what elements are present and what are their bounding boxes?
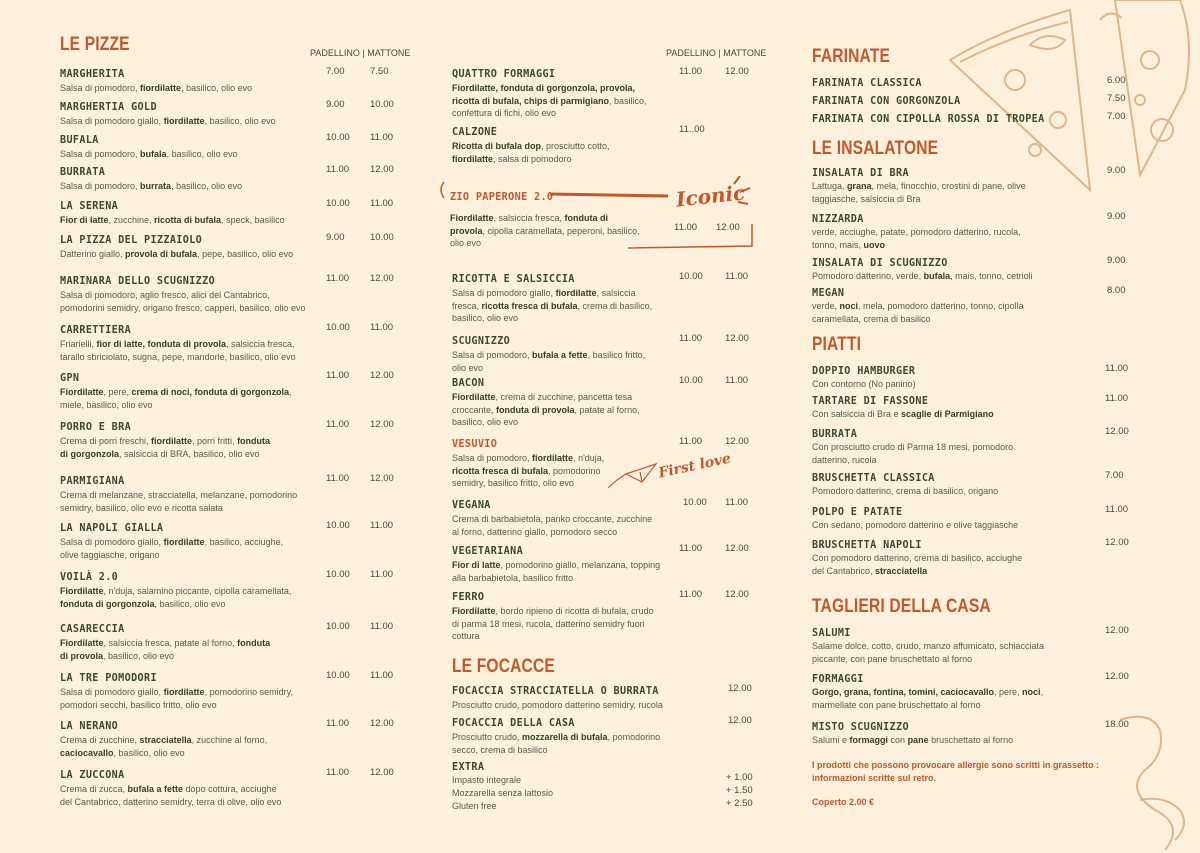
menu-item-name: BACON <box>452 376 485 389</box>
menu-item-name: VESUVIO <box>452 437 498 450</box>
price-padellino: 11.00 <box>326 370 350 381</box>
menu-item-name: MARGHERITA <box>60 67 125 80</box>
price: 6.00 <box>1107 75 1126 86</box>
menu-item-name: BRUSCHETTA CLASSICA <box>812 471 935 484</box>
price-mattone: 12.00 <box>725 436 749 447</box>
price-mattone: 12.00 <box>370 164 394 175</box>
price: 7.00 <box>1105 470 1124 481</box>
price-padellino: 10.00 <box>683 497 707 508</box>
menu-item-description: Fiordilatte, n'duja, salamino piccante, cipolla caramellata, fonduta di gorgonzola, basilico, olio evo <box>60 586 292 609</box>
price-mattone: 11.00 <box>725 375 749 386</box>
iconic-label: Iconic <box>674 180 747 212</box>
menu-item-description: Fior di latte, pomodorino giallo, melanzana, topping alla barbabietola, basilico fritto <box>452 560 661 583</box>
price-column-header-2: PADELLINO | MATTONE <box>666 48 767 58</box>
menu-item-name: LA TRE POMODORI <box>60 671 157 684</box>
allergy-note: I prodotti che possono provocare allergie sono scritti in grassetto : informazioni scritte sul retro. <box>812 760 1100 783</box>
menu-item-name: MARGHERTIA GOLD <box>60 100 157 113</box>
menu-item-description: Con sedano, pomodoro datterino e olive taggiasche <box>812 520 1019 530</box>
price-padellino: 10.00 <box>326 322 350 333</box>
menu-item-name: INSALATA DI SCUGNIZZO <box>812 256 948 269</box>
price: 9.00 <box>1107 211 1126 222</box>
first-love-label: First love <box>657 450 733 482</box>
menu-item-name: SCUGNIZZO <box>452 334 511 347</box>
price-mattone: 11.00 <box>370 520 394 531</box>
extra-label: Mozzarella senza lattosio <box>452 788 554 798</box>
price-padellino: 11.00 <box>326 273 350 284</box>
menu-item-description: Con prosciutto crudo di Parma 18 mesi, pomodoro datterino, rucola <box>812 442 1014 465</box>
price-padellino: 11.00 <box>679 543 703 554</box>
menu-item-name: BURRATA <box>812 427 858 440</box>
menu-item-name: FARINATA CON CIPOLLA ROSSA DI TROPEA <box>812 112 1045 125</box>
menu-item-description: Salsa di pomodoro, bufala, basilico, olio evo <box>60 149 238 159</box>
menu-item-description: Fiordilatte, fonduta di gorgonzola, provola, ricotta di bufala, chips di parmigiano, basilico, confettura di fichi, olio evo <box>452 83 647 118</box>
menu-item-description: verde, noci, mela, pomodoro datterino, tonno, cipolla caramellata, crema di basilico <box>812 301 1024 324</box>
menu-item-description: Con contorno (No panino) <box>812 379 916 389</box>
menu-item-name: BRUSCHETTA NAPOLI <box>812 538 922 551</box>
menu-item-description: Salsa di pomodoro, aglio fresco, alici del Cantabrico, pomodorini semidry, origano fresco, capperi, basilico, olio evo <box>60 290 306 313</box>
menu-item-description: Pomodoro datterino, crema di basilico, origano <box>812 486 999 496</box>
menu-item-name: PARMIGIANA <box>60 474 125 487</box>
price: 11.00 <box>1105 363 1129 374</box>
price-mattone: 12.00 <box>716 222 740 233</box>
price: 9.00 <box>1107 165 1126 176</box>
section-title-insalatone: LE INSALATONE <box>812 138 939 159</box>
price-padellino: 10.00 <box>679 271 703 282</box>
extra-price: + 2.50 <box>726 798 753 809</box>
extra-title: EXTRA <box>452 760 485 773</box>
price-mattone: 11.00 <box>370 569 394 580</box>
menu-item-name: FOCACCIA DELLA CASA <box>452 716 575 729</box>
price: 12.00 <box>1105 625 1129 636</box>
menu-item-description: Crema di melanzane, stracciatella, melanzane, pomodorino semidry, basilico, olio evo e ricotta salata <box>60 490 298 513</box>
price: 7.00 <box>1107 111 1126 122</box>
menu-item-description: Salsa di pomodoro giallo, fiordilatte, basilico, olio evo <box>60 116 276 126</box>
menu-item-description: Salsa di pomodoro giallo, fiordilatte, basilico, acciughe, olive taggiasche, origano <box>60 537 284 560</box>
price-padellino: 10.00 <box>326 198 350 209</box>
price-mattone: 10.00 <box>370 232 394 243</box>
menu-item-name: FORMAGGI <box>812 672 864 685</box>
extra-price: + 1.00 <box>726 772 753 783</box>
menu-item-name: LA NERANO <box>60 719 119 732</box>
menu-item-description: Prosciutto crudo, mozzarella di bufala, pomodorino secco, crema di basilico <box>452 732 661 755</box>
menu-item-name: LA ZUCCONA <box>60 768 125 781</box>
extra-price: + 1.50 <box>726 785 753 796</box>
price-padellino: 10.00 <box>326 520 350 531</box>
menu-item-name: RICOTTA E SALSICCIA <box>452 272 575 285</box>
price-mattone: 12.00 <box>370 718 394 729</box>
price-mattone: 11.00 <box>370 670 394 681</box>
paper-plane-icon <box>606 460 666 490</box>
price-mattone: 7.50 <box>370 66 389 77</box>
menu-item-name: PORRO E BRA <box>60 420 132 433</box>
price: 18.00 <box>1105 719 1129 730</box>
menu-item-name: ZIO PAPERONE 2.0 <box>450 190 554 203</box>
price-mattone: 12.00 <box>725 589 749 600</box>
menu-item-description: Fiordilatte, salsiccia fresca, fonduta di provola, cipolla caramellata, peperoni, basilico, olio evo <box>450 213 640 248</box>
menu-item-name: GPN <box>60 371 80 384</box>
price-padellino: 9.00 <box>326 232 345 243</box>
menu-item-name: VEGETARIANA <box>452 544 524 557</box>
price-mattone: 12.00 <box>725 333 749 344</box>
menu-item-name: MEGAN <box>812 286 845 299</box>
price: 9.00 <box>1107 255 1126 266</box>
menu-item-description: Crema di porri freschi, fiordilatte, porri fritti, fonduta di gorgonzola, salsiccia di BRA, basilico, olio evo <box>60 436 271 459</box>
price: 11.00 <box>1105 504 1129 515</box>
price-mattone: 12.00 <box>370 419 394 430</box>
menu-item-description: Salsa di pomodoro giallo, fiordilatte, salsiccia fresca, ricotta fresca di bufala, crema di basilico, basilico, olio evo <box>452 288 653 323</box>
menu-item-description: verde, acciughe, patate, pomodoro datterino, rucola, tonno, mais, uovo <box>812 227 1021 250</box>
price-padellino: 11.00 <box>326 767 350 778</box>
menu-item-name: POLPO E PATATE <box>812 505 903 518</box>
price: 12.00 <box>1105 426 1129 437</box>
menu-item-description: Friarielli, fior di latte, fonduta di provola, salsiccia fresca, tarallo sbriciolato, sugna, pepe, mandorle, basilico, olio evo <box>60 339 296 362</box>
price-mattone: 10.00 <box>370 99 394 110</box>
menu-item-description: Salsa di pomodoro, fiordilatte, basilico, olio evo <box>60 83 253 93</box>
price-padellino: 9.00 <box>326 99 345 110</box>
price-mattone: 12.00 <box>725 66 749 77</box>
price-mattone: 12.00 <box>370 273 394 284</box>
menu-item-description: Fiordilatte, crema di zucchine, pancetta tesa croccante, fonduta di provola, patate al forno, basilico, olio evo <box>452 392 640 427</box>
price-padellino: 10.00 <box>326 132 350 143</box>
price-padellino: 10.00 <box>326 670 350 681</box>
menu-item-description: Salumi e formaggi con pane bruschettato al forno <box>812 735 1014 745</box>
price-mattone: 12.00 <box>370 370 394 381</box>
menu-item-name: FARINATA CLASSICA <box>812 76 922 89</box>
price-padellino: 11.00 <box>679 333 703 344</box>
price-column-header: PADELLINO | MATTONE <box>310 48 411 58</box>
menu-item-name: CASARECCIA <box>60 622 125 635</box>
price-mattone: 11.00 <box>370 198 394 209</box>
price-padellino: 11.00 <box>679 436 703 447</box>
section-title-pizze: LE PIZZE <box>60 34 130 55</box>
menu-item-description: Ricotta di bufala dop, prosciutto cotto, fiordilatte, salsa di pomodoro <box>452 141 610 164</box>
menu-item-description: Pomodoro datterino, verde, bufala, mais, tonno, cetrioli <box>812 271 1033 281</box>
menu-item-name: CARRETTIERA <box>60 323 132 336</box>
menu-item-name: BURRATA <box>60 165 106 178</box>
menu-item-description: Fiordilatte, bordo ripieno di ricotta di bufala, crudo di parma 18 mesi, rucola, datterino semidry fuori cottura <box>452 606 654 641</box>
price-mattone: 11.00 <box>725 497 749 508</box>
price-padellino: 10.00 <box>679 375 703 386</box>
section-title-taglieri: TAGLIERI DELLA CASA <box>812 596 991 617</box>
menu-item-name: VOILÀ 2.0 <box>60 570 119 583</box>
extra-label: Impasto integrale <box>452 775 522 785</box>
section-title-focacce: LE FOCACCE <box>452 656 555 677</box>
menu-item-name: FERRO <box>452 590 485 603</box>
price: 11.00 <box>1105 393 1129 404</box>
menu-item-description: Fiordilatte, salsiccia fresca, patate al forno, fonduta di provola, basilico, olio evo <box>60 638 271 661</box>
price-padellino: 11.00 <box>326 473 350 484</box>
extra-label: Gluten free <box>452 801 497 811</box>
menu-item-name: LA NAPOLI GIALLA <box>60 521 164 534</box>
price-mattone: 11.00 <box>370 621 394 632</box>
menu-item-name: CALZONE <box>452 125 498 138</box>
price-padellino: 10.00 <box>326 621 350 632</box>
menu-item-name: INSALATA DI BRA <box>812 166 909 179</box>
menu-item-name: DOPPIO HAMBURGER <box>812 364 916 377</box>
pizza-illustration <box>940 0 1200 200</box>
menu-item-description: Con pomodoro datterino, crema di basilico, acciughe del Cantabrico, stracciatella <box>812 553 1023 576</box>
price-padellino: 10.00 <box>326 569 350 580</box>
menu-item-name: QUATTRO FORMAGGI <box>452 67 556 80</box>
menu-item-name: FOCACCIA STRACCIATELLA O BURRATA <box>452 684 659 697</box>
menu-item-name: FARINATA CON GORGONZOLA <box>812 94 961 107</box>
menu-item-name: MARINARA DELLO SCUGNIZZO <box>60 274 216 287</box>
menu-item-name: NIZZARDA <box>812 212 864 225</box>
menu-item-description: Salsa di pomodoro giallo, fiordilatte, pomodorino semidry, pomodori secchi, basilico fritto, olio evo <box>60 687 293 710</box>
price: 12.00 <box>728 683 752 694</box>
menu-item-name: SALUMI <box>812 626 851 639</box>
menu-item-name: LA PIZZA DEL PIZZAIOLO <box>60 233 203 246</box>
menu-item-name: LA SERENA <box>60 199 119 212</box>
price: 7.50 <box>1107 93 1126 104</box>
price-mattone: 11.00 <box>370 132 394 143</box>
menu-item-description: Salame dolce, cotto, crudo, manzo affumicato, schiacciata piccante, con pane bruschettato al forno <box>812 641 1044 664</box>
menu-item-description: Fior di latte, zucchine, ricotta di bufala, speck, basilico <box>60 215 285 225</box>
price: 8.00 <box>1107 285 1126 296</box>
price-mattone: 12.00 <box>370 767 394 778</box>
menu-item-description: Con salsiccia di Bra e scaglie di Parmigiano <box>812 409 994 419</box>
menu-item-description: Crema di barbabietola, panko croccante, zucchine al forno, datterino giallo, pomodoro secco <box>452 514 653 537</box>
menu-item-name: MISTO SCUGNIZZO <box>812 720 909 733</box>
menu-item-description: Datterino giallo, provola di bufala, pepe, basilico, olio evo <box>60 249 294 259</box>
price: 12.00 <box>728 715 752 726</box>
menu-item-name: VEGANA <box>452 498 491 511</box>
menu-item-description: Lattuga, grana, mela, finocchio, crostini di pane, olive taggiasche, salsiccia di Bra <box>812 181 1026 204</box>
section-title-piatti: PIATTI <box>812 334 862 355</box>
menu-item-description: Crema di zucchine, stracciatella, zucchine al forno, caciocavallo, basilico, olio evo <box>60 735 268 758</box>
price-padellino: 11.00 <box>679 66 703 77</box>
menu-item-description: Salsa di pomodoro, fiordilatte, n'duja, ricotta fresca di bufala, pomodorino semidry, basilico fritto, olio evo <box>452 453 605 488</box>
price-padellino: 7.00 <box>326 66 345 77</box>
menu-item-name: BUFALA <box>60 133 99 146</box>
menu-item-description: Gorgo, grana, fontina, tomini, caciocavallo, pere, noci, marmellate con pane bruschettato al forno <box>812 687 1044 710</box>
menu-item-description: Prosciutto crudo, pomodoro datterino semidry, rucola <box>452 700 663 710</box>
section-title-farinate: FARINATE <box>812 46 891 67</box>
coperto-note: Coperto 2.00 € <box>812 797 875 807</box>
menu-item-description: Salsa di pomodoro, bufala a fette, basilico fritto, olio evo <box>452 350 646 373</box>
price-padellino: 11.00 <box>326 419 350 430</box>
price-padellino: 11.00 <box>326 164 350 175</box>
price-mattone: 11.00 <box>370 322 394 333</box>
price-padellino: 11.00 <box>679 589 703 600</box>
price: 12.00 <box>1105 671 1129 682</box>
price-mattone: 12.00 <box>370 473 394 484</box>
menu-item-name: TARTARE DI FASSONE <box>812 394 929 407</box>
menu-item-description: Fiordilatte, pere, crema di noci, fonduta di gorgonzola, miele, basilico, olio evo <box>60 387 292 410</box>
price-padellino: 11..00 <box>679 124 705 135</box>
price: 12.00 <box>1105 537 1129 548</box>
menu-item-description: Crema di zucca, bufala a fette dopo cottura, acciughe del Cantabrico, datterino semidry, terra di olive, olio evo <box>60 784 282 807</box>
price-mattone: 11.00 <box>725 271 749 282</box>
price-padellino: 11.00 <box>674 222 698 233</box>
price-mattone: 12.00 <box>725 543 749 554</box>
menu-item-description: Salsa di pomodoro, burrata, basilico, olio evo <box>60 181 243 191</box>
price-padellino: 11.00 <box>326 718 350 729</box>
